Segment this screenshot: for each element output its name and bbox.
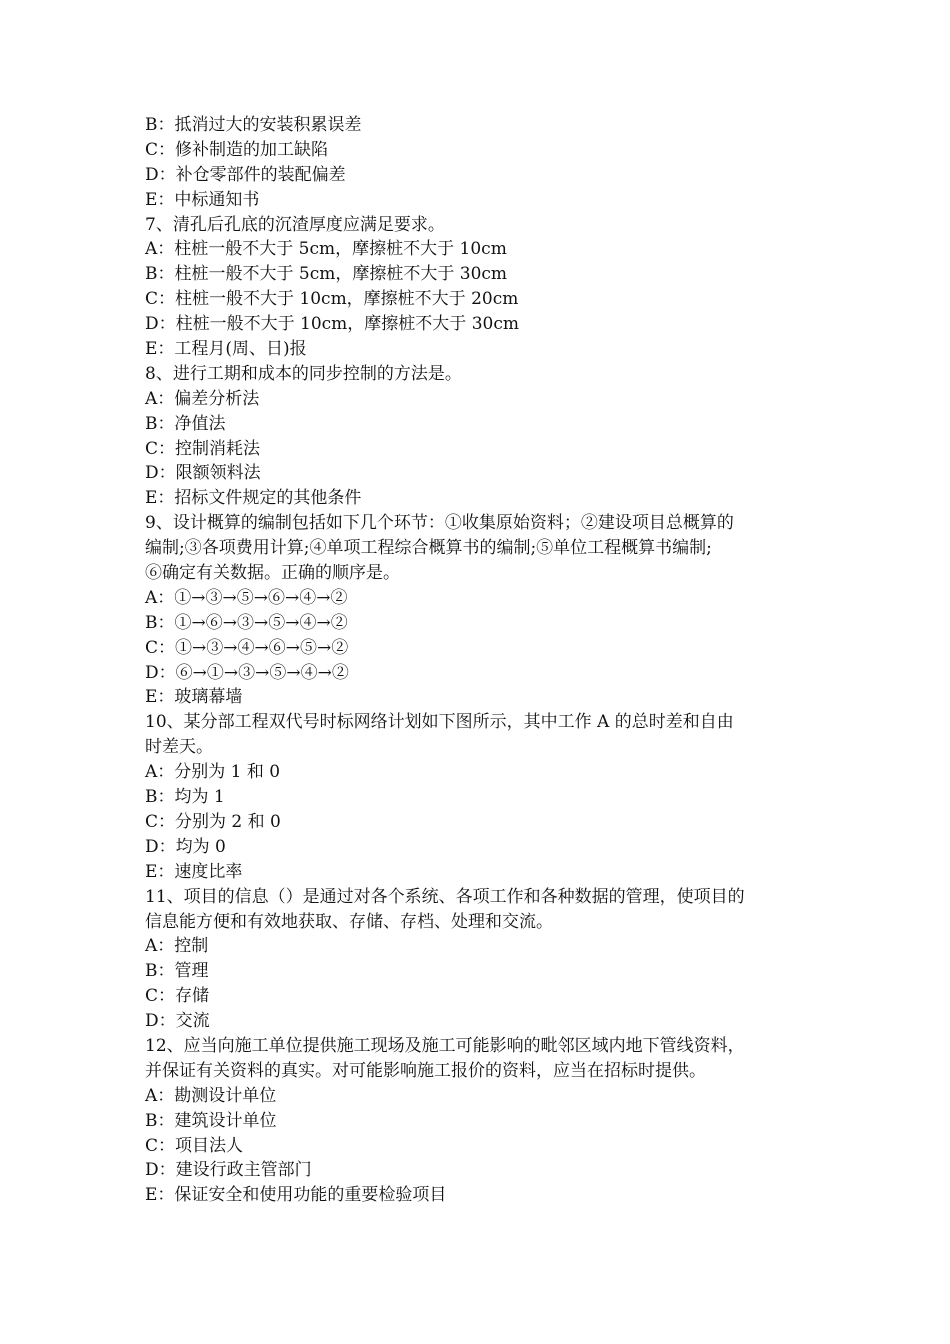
question-line: 编制;③各项费用计算;④单项工程综合概算书的编制;⑤单位工程概算书编制; (145, 538, 712, 559)
text-line: D：建设行政主管部门 (145, 1160, 312, 1181)
text-line: B：抵消过大的安装积累误差 (145, 115, 362, 135)
text-line: B：建筑设计单位 (145, 1110, 277, 1131)
text-line: A：①→③→⑤→⑥→④→② (145, 587, 348, 608)
text-line: A：分别为 1 和 0 (145, 762, 281, 783)
text-line: D：限额领料法 (145, 463, 261, 484)
question-line: 信息能方便和有效地获取、存储、存档、处理和交流。 (145, 911, 553, 932)
text-line: B：①→⑥→③→⑤→④→② (145, 612, 348, 633)
text-line: C：项目法人 (145, 1135, 244, 1156)
question-line: 11、项目的信息（）是通过对各个系统、各项工作和各种数据的管理，使项目的 (145, 886, 745, 907)
text-line: C：存储 (145, 986, 210, 1007)
question-line: 7、清孔后孔底的沉渣厚度应满足要求。 (145, 214, 445, 235)
text-line: B：净值法 (145, 413, 226, 434)
text-line: E：中标通知书 (145, 189, 260, 210)
text-line: A：勘测设计单位 (145, 1085, 277, 1106)
question-line: 8、进行工期和成本的同步控制的方法是。 (145, 363, 462, 384)
text-line: C：①→③→④→⑥→⑤→② (145, 637, 349, 658)
text-line: C：柱桩一般不大于 10cm，摩擦桩不大于 20cm (145, 289, 519, 310)
question-line: 并保证有关资料的真实。对可能影响施工报价的资料，应当在招标时提供。 (145, 1060, 706, 1081)
text-line: A：柱桩一般不大于 5cm，摩擦桩不大于 10cm (145, 239, 507, 260)
text-line: D：补仓零部件的装配偏差 (145, 164, 346, 185)
text-line: E：玻璃幕墙 (145, 687, 243, 708)
question-line: 时差天。 (145, 737, 213, 758)
document-page (145, 113, 810, 1208)
text-line: A：控制 (145, 936, 209, 957)
text-line: B：均为 1 (145, 787, 225, 808)
question-line: 10、某分部工程双代号时标网络计划如下图所示，其中工作 A 的总时差和自由 (145, 712, 734, 733)
text-line: E：速度比率 (145, 861, 243, 882)
text-line: D：⑥→①→③→⑤→④→② (145, 662, 349, 683)
text-line: C：修补制造的加工缺陷 (145, 139, 329, 160)
text-line: B：柱桩一般不大于 5cm，摩擦桩不大于 30cm (145, 264, 508, 285)
text-line: D：交流 (145, 1011, 210, 1032)
question-line: ⑥确定有关数据。正确的顺序是。 (145, 563, 400, 584)
text-line: C：控制消耗法 (145, 438, 261, 459)
text-line: D：柱桩一般不大于 10cm，摩擦桩不大于 30cm (145, 314, 519, 335)
text-line: A：偏差分析法 (145, 388, 260, 409)
question-line: 12、应当向施工单位提供施工现场及施工可能影响的毗邻区域内地下管线资料， (145, 1035, 745, 1056)
text-line: E：工程月(周、日)报 (145, 339, 307, 360)
text-line: E：保证安全和使用功能的重要检验项目 (145, 1185, 447, 1206)
text-line: B：管理 (145, 961, 209, 982)
question-line: 9、设计概算的编制包括如下几个环节：①收集原始资料；②建设项目总概算的 (145, 513, 734, 534)
text-line: D：均为 0 (145, 836, 226, 857)
text-line: E：招标文件规定的其他条件 (145, 488, 362, 509)
text-line: C：分别为 2 和 0 (145, 811, 281, 832)
